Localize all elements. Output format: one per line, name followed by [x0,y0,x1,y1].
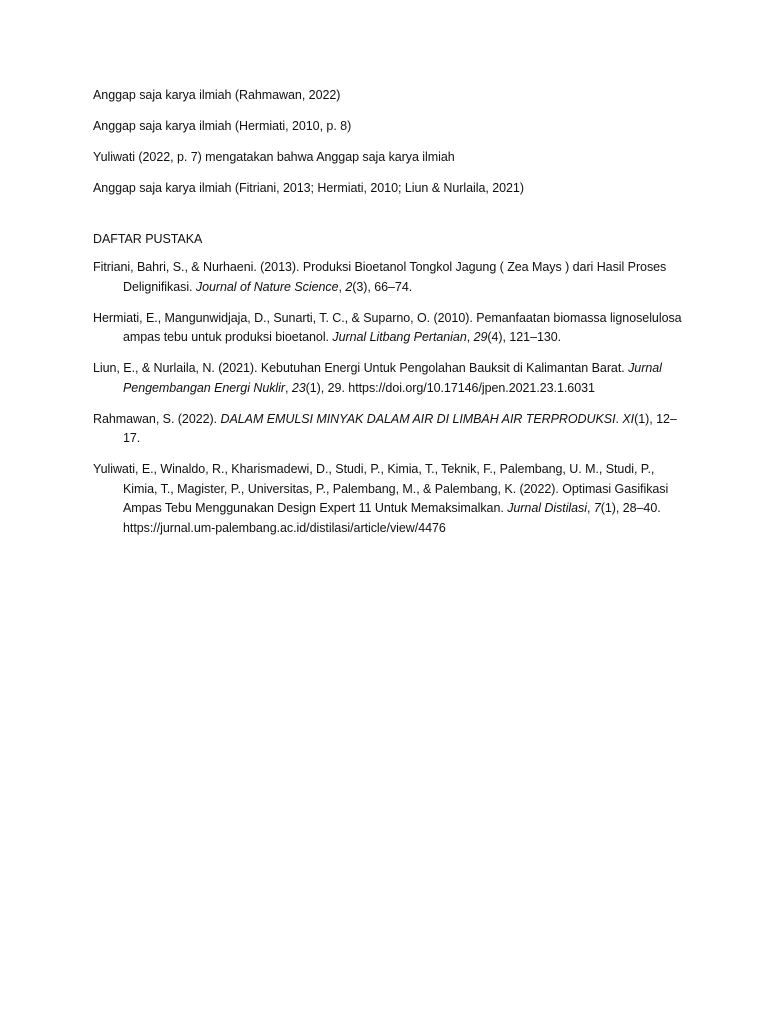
reference-volume: 29 [473,330,488,344]
reference-journal-title: DALAM EMULSI MINYAK DALAM AIR DI LIMBAH AIR TERPRODUKSI [220,411,616,426]
document-body [93,86,683,550]
reference-text: Rahmawan, S. (2022). [93,411,221,426]
reference-volume: 2 [345,279,353,294]
reference-volume: XI [622,411,635,426]
reference-separator: , [586,501,594,515]
citation-example-4: Anggap saja karya ilmiah (Fitriani, 2013; Hermiati, 2010; Liun & Nurlaila, 2021) [93,181,524,195]
reference-entry-rahmawan [93,410,683,449]
reference-text: Yuliwati, E., Winaldo, R., Kharismadewi, D., Studi, P., Kimia, T., Teknik, F., Palembang, U. M., Studi, P., Kimia, T., Magister, P., Universitas, P., Palembang, M., & Palembang, K. (2022). Optimasi Gasifikasi Ampas Tebu Menggunakan Design Expert 11 Untuk Memaksimalkan. [93,462,669,515]
reference-issue-pages: (3), 66–74. [352,279,413,294]
citation-example-1: Anggap saja karya ilmiah (Rahmawan, 2022) [93,88,341,102]
reference-separator: , [338,279,346,294]
reference-separator: . [615,411,623,426]
reference-separator: , [466,330,474,344]
reference-entry-liun [93,359,683,398]
citation-example-2: Anggap saja karya ilmiah (Hermiati, 2010, p. 8) [93,119,352,133]
reference-journal-title: Journal of Nature Science [195,279,339,294]
bibliography-heading: DAFTAR PUSTAKA [93,231,203,246]
reference-issue-pages: (1), 28–40. https://jurnal.um-palembang.ac.id/distilasi/article/view/4476 [123,501,661,535]
reference-volume: 23 [291,380,306,395]
reference-issue-pages: (1), 29. https://doi.org/10.17146/jpen.2021.23.1.6031 [305,380,595,395]
reference-volume: 7 [593,501,601,515]
reference-separator: , [285,380,292,395]
reference-entry-fitriani [93,258,683,297]
reference-journal-title: Jurnal Distilasi [507,501,587,515]
citation-example-3: Yuliwati (2022, p. 7) mengatakan bahwa Anggap saja karya ilmiah [93,150,455,164]
reference-journal-title: Jurnal Pengembangan Energi Nuklir [123,361,662,395]
reference-entry-yuliwati [93,460,683,538]
reference-journal-title: Jurnal Litbang Pertanian [332,330,467,344]
reference-issue-pages: (4), 121–130. [487,330,562,344]
reference-entry-hermiati [93,309,683,348]
reference-text: Hermiati, E., Mangunwidjaja, D., Sunarti, T. C., & Suparno, O. (2010). Pemanfaatan biomassa lignoselulosa ampas tebu untuk produksi bioetanol. [93,310,682,344]
reference-issue-pages: (1), 12–17. [123,411,677,445]
reference-text: Fitriani, Bahri, S., & Nurhaeni. (2013). Produksi Bioetanol Tongkol Jagung ( Zea Mays ) dari Hasil Proses Delignifikasi. [93,260,667,294]
reference-text: Liun, E., & Nurlaila, N. (2021). Kebutuhan Energi Untuk Pengolahan Bauksit di Kalimantan Barat. [93,361,629,375]
